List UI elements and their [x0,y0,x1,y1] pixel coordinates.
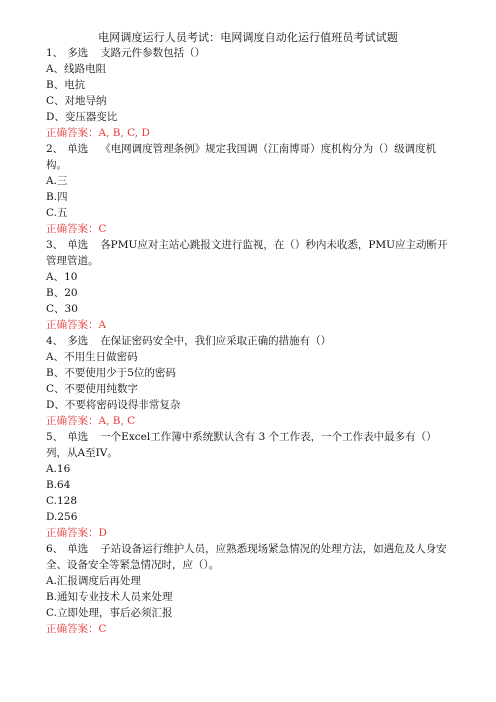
answer-value: A, B, C [98,415,136,427]
document-title: 电网调度运行人员考试：电网调度自动化运行值班员考试试题 [98,31,398,44]
question-number: 6、 [46,543,64,555]
answer-label: 正确答案： [46,223,99,235]
question-type: 单选 [67,143,89,155]
question-stem [46,45,456,61]
question-text: 子站设备运行维护人员，应熟悉现场紧急情况的处理方法，如遇危及人身安全、设备安全等紧急情况时，应（）。 [46,543,447,571]
question-6 [46,541,456,637]
answer-value: A [98,319,107,331]
question-4 [46,333,456,429]
answer-value: A, B, C, D [98,127,150,139]
answer-value: D [98,527,107,539]
answer-label: 正确答案： [46,127,99,139]
option-d: D.256 [46,511,78,523]
question-5 [46,429,456,541]
question-text: 支路元件参数包括（） [100,47,206,59]
question-type: 单选 [67,431,89,443]
option-d: D、不要将密码设得非常复杂 [46,399,181,411]
question-type: 单选 [67,239,89,251]
correct-answer [46,221,456,237]
option-c: C、不要使用纯数字 [46,383,139,395]
question-stem [46,141,456,173]
option-c: C.五 [46,207,68,219]
question-list [46,45,456,637]
question-1 [46,45,456,141]
option-b: B.64 [46,479,71,491]
answer-label: 正确答案： [46,623,99,635]
answer-value: C [98,623,107,635]
option-a: A、10 [46,271,78,283]
correct-answer [46,317,456,333]
correct-answer [46,525,456,541]
option-a: A、线路电阻 [46,63,107,75]
answer-label: 正确答案： [46,415,99,427]
question-number: 3、 [46,239,64,251]
option-a: A.汇报调度后再处理 [46,575,141,587]
option-c: C、30 [46,303,78,315]
question-number: 2、 [46,143,64,155]
question-type: 多选 [67,47,89,59]
option-b: B.通知专业技术人员来处理 [46,591,173,603]
option-a: A、不用生日做密码 [46,351,138,363]
question-number: 5、 [46,431,64,443]
question-stem [46,333,456,349]
option-b: B、20 [46,287,78,299]
question-type: 多选 [67,335,89,347]
question-2 [46,141,456,237]
option-b: B、不要使用少于5位的密码 [46,367,176,379]
option-a: A.16 [46,463,71,475]
question-text: 《电网调度管理条例》规定我国调（江南博哥）度机构分为（）级调度机构。 [46,143,437,171]
question-text: 各PMU应对主站心跳报文进行监视，在（）秒内未收悉，PMU应主动断开管理管道。 [46,239,448,267]
correct-answer [46,621,456,637]
option-d: D、变压器变比 [46,111,118,123]
correct-answer [46,413,456,429]
option-c: C.立即处理，事后必须汇报 [46,607,173,619]
correct-answer [46,125,456,141]
answer-label: 正确答案： [46,319,99,331]
answer-label: 正确答案： [46,527,99,539]
question-stem [46,237,456,269]
question-type: 单选 [67,543,89,555]
option-c: C、对地导纳 [46,95,107,107]
option-c: C.128 [46,495,78,507]
option-a: A.三 [46,175,68,187]
question-stem [46,541,456,573]
question-text: 一个Excel工作簿中系统默认含有 3 个工作表，一个工作表中最多有（）列，从A至IV。 [46,431,437,459]
question-stem [46,429,456,461]
question-number: 1、 [46,47,64,59]
question-number: 4、 [46,335,64,347]
answer-value: C [98,223,107,235]
option-b: B、电抗 [46,79,86,91]
question-text: 在保证密码安全中，我们应采取正确的措施有（） [100,335,332,347]
question-3 [46,237,456,333]
option-b: B.四 [46,191,68,203]
